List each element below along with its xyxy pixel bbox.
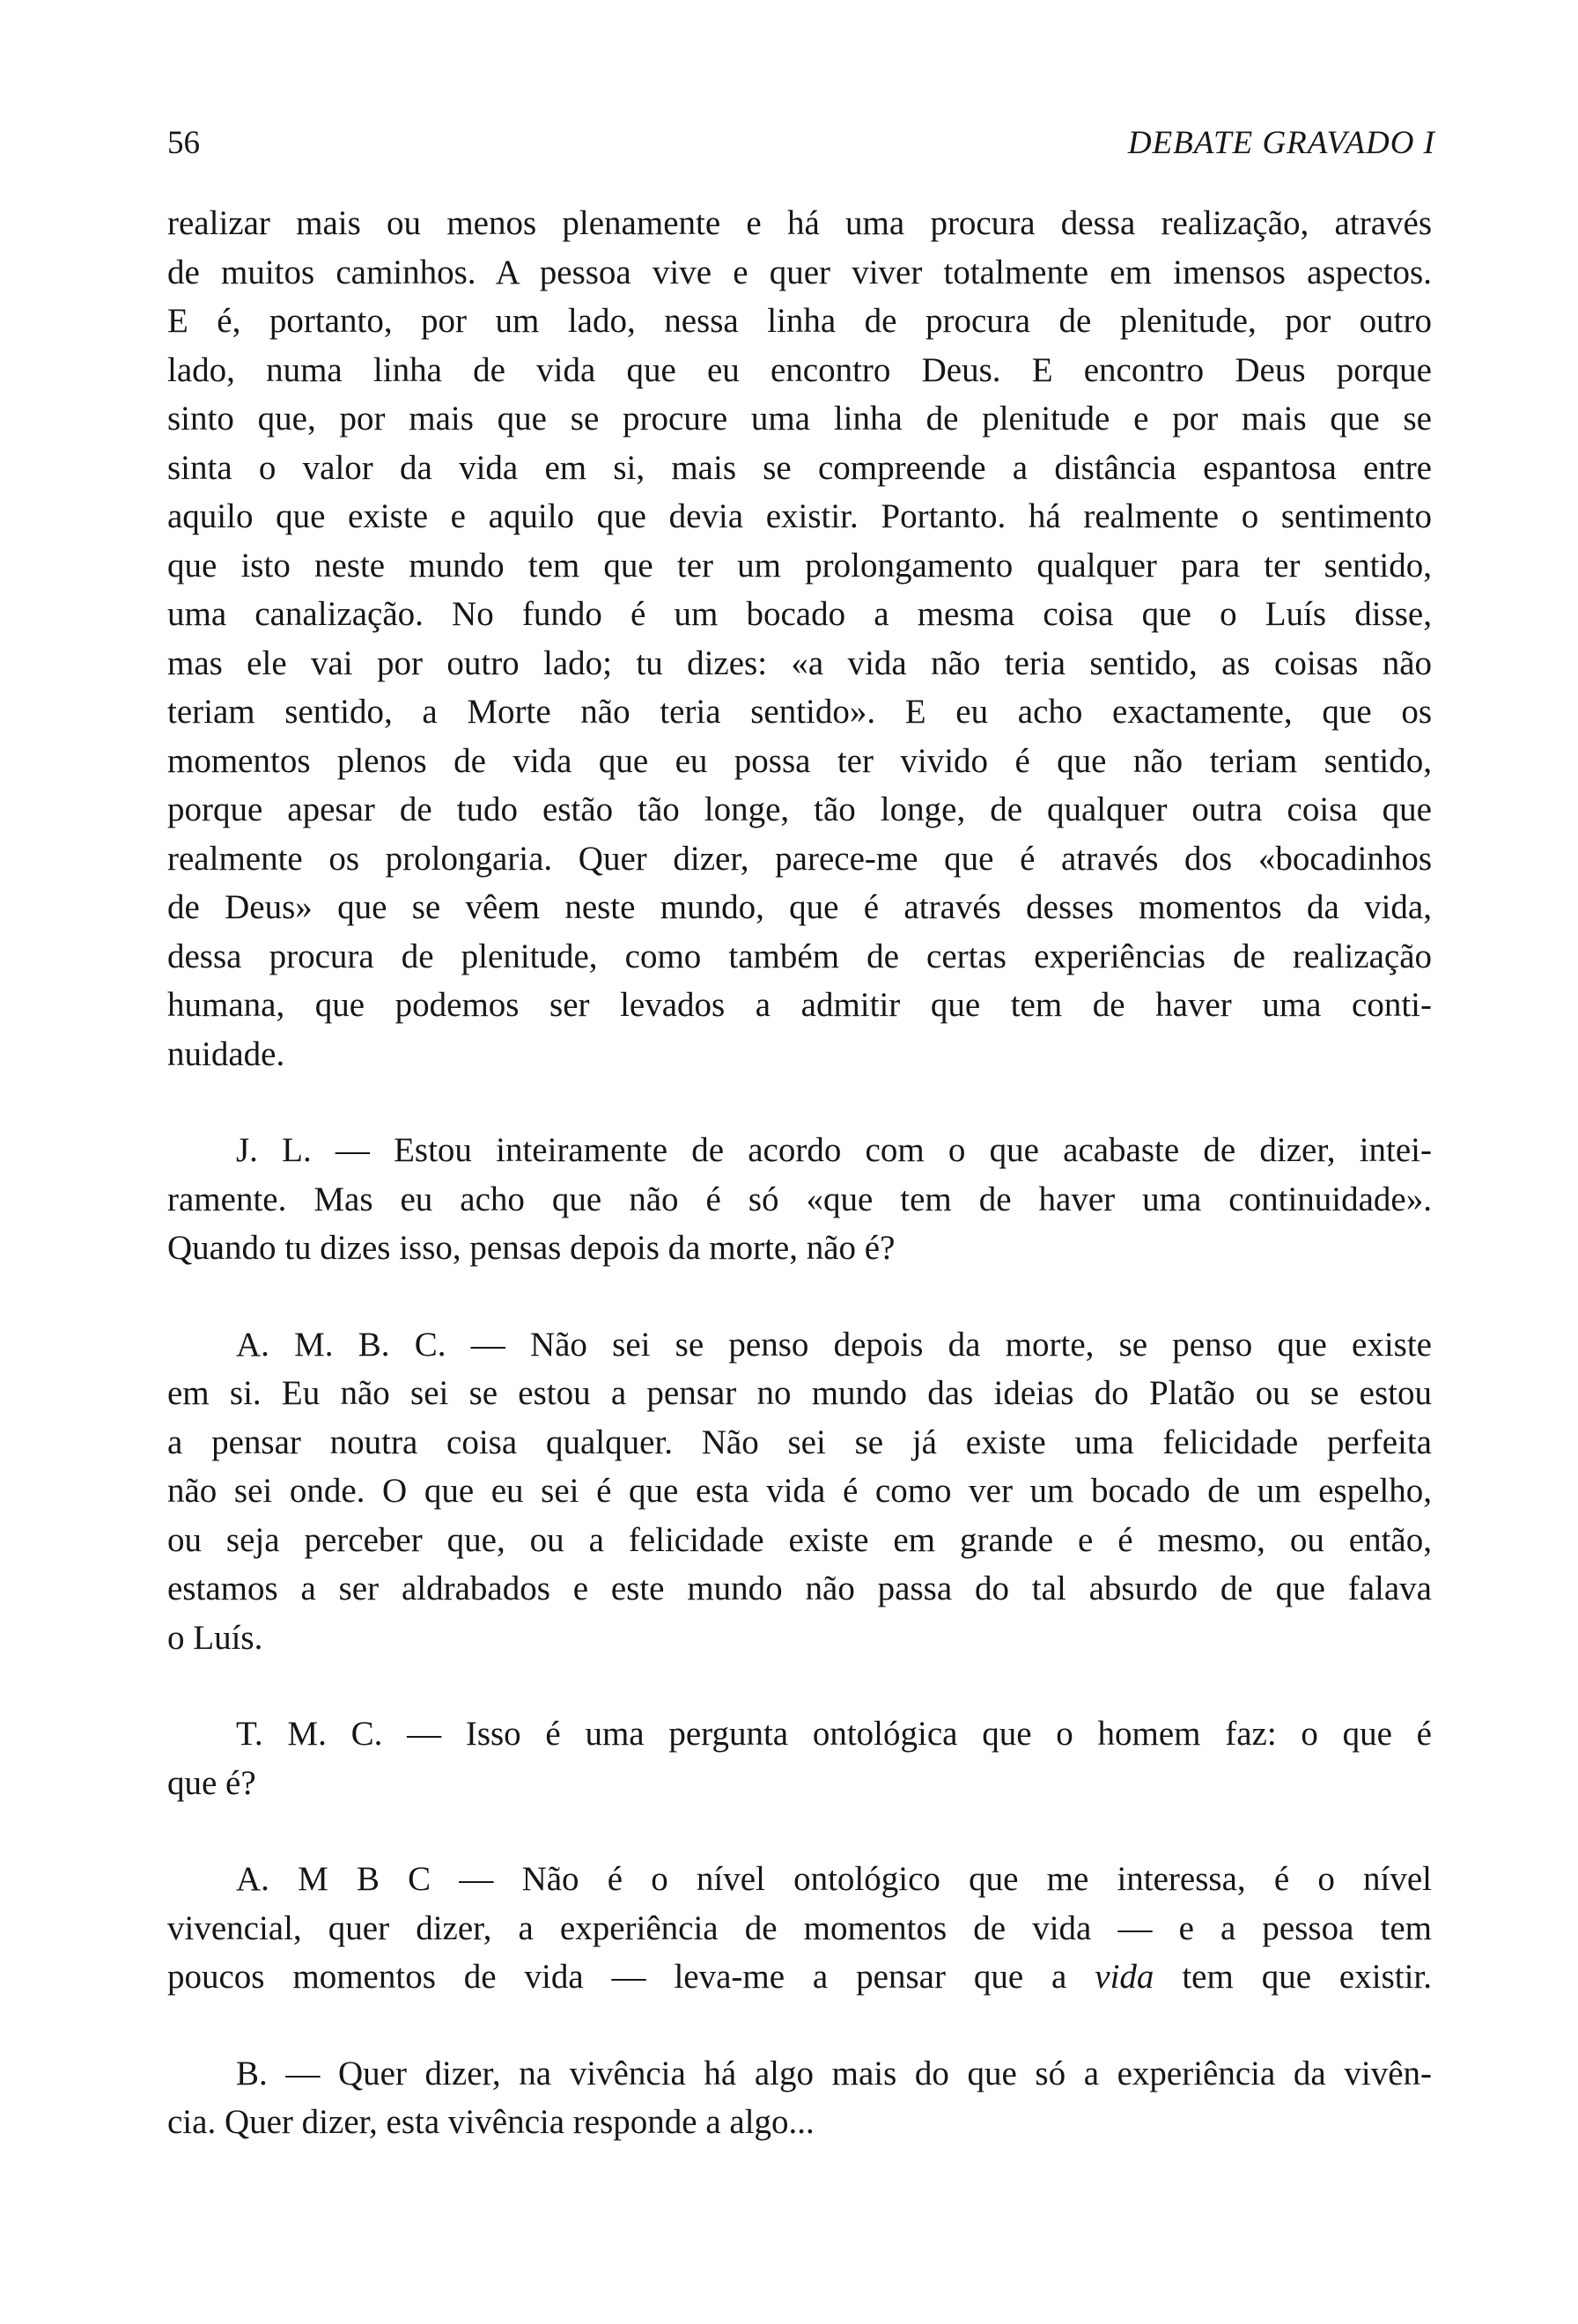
- text-line: que é?: [167, 1763, 256, 1802]
- italic-emphasis: vida: [1095, 1958, 1154, 1996]
- running-header: [167, 123, 1435, 164]
- running-title: DEBATE GRAVADO I: [1127, 125, 1435, 161]
- text-line: em si. Eu não sei se estou a pensar no mundo das ideias do Platão ou se estou: [167, 1374, 1432, 1412]
- page-number: 56: [167, 125, 200, 161]
- text-line: cia. Quer dizer, esta vivência responde a algo...: [167, 2103, 815, 2141]
- text-line: nuidade.: [167, 1034, 285, 1073]
- text-line: a pensar noutra coisa qualquer. Não sei se já existe uma felicidade perfeita: [167, 1423, 1432, 1461]
- text-line: sinto que, por mais que se procure uma linha de plenitude e por mais que se: [167, 400, 1432, 438]
- text-line: ramente. Mas eu acho que não é só «que tem de haver uma continuidade».: [167, 1180, 1432, 1218]
- paragraph: [167, 1855, 1432, 2002]
- text-line: A. M B C — Não é o nível ontológico que me interessa, é o nível: [236, 1860, 1432, 1898]
- text-line: B. — Quer dizer, na vivência há algo mais do que só a experiência da vivên-: [236, 2054, 1432, 2092]
- text-line: o Luís.: [167, 1618, 263, 1657]
- text-line: estamos a ser aldrabados e este mundo não passa do tal absurdo de que falava: [167, 1570, 1432, 1607]
- paragraph: [167, 199, 1432, 1078]
- text-line: de Deus» que se vêem neste mundo, que é através desses momentos da vida,: [167, 888, 1432, 926]
- text-line: [167, 1953, 1432, 2002]
- text-line: ou seja perceber que, ou a felicidade existe em grande e é mesmo, ou então,: [167, 1520, 1432, 1559]
- paragraph: [167, 1710, 1432, 1807]
- text-line: uma canalização. No fundo é um bocado a mesma coisa que o Luís disse,: [167, 595, 1432, 633]
- body-text: [167, 199, 1432, 2147]
- text-line: de muitos caminhos. A pessoa vive e quer viver totalmente em imensos aspectos.: [167, 253, 1432, 291]
- text-line: realmente os prolongaria. Quer dizer, parece-me que é através dos «bocadinhos: [167, 839, 1432, 878]
- paragraph: [167, 1320, 1432, 1663]
- text-line: Quando tu dizes isso, pensas depois da morte, não é?: [167, 1229, 896, 1267]
- text-line: J. L. — Estou inteiramente de acordo com o que acabaste de dizer, intei-: [236, 1131, 1432, 1169]
- text-line: lado, numa linha de vida que eu encontro Deus. E encontro Deus porque: [167, 350, 1432, 389]
- text-line: que isto neste mundo tem que ter um prolongamento qualquer para ter sentido,: [167, 546, 1432, 585]
- text-line: momentos plenos de vida que eu possa ter vivido é que não teriam sentido,: [167, 741, 1432, 780]
- text-line: T. M. C. — Isso é uma pergunta ontológica que o homem faz: o que é: [236, 1715, 1432, 1753]
- text-line: A. M. B. C. — Não sei se penso depois da morte, se penso que existe: [236, 1325, 1432, 1364]
- text-line: realizar mais ou menos plenamente e há uma procura dessa realização, através: [167, 204, 1432, 242]
- text-line: dessa procura de plenitude, como também de certas experiências de realização: [167, 937, 1432, 975]
- text-line: humana, que podemos ser levados a admitir que tem de haver uma conti-: [167, 986, 1432, 1024]
- text-line: não sei onde. O que eu sei é que esta vida é como ver um bocado de um espelho,: [167, 1472, 1432, 1510]
- text-run: tem que existir.: [1154, 1958, 1432, 1996]
- text-line: aquilo que existe e aquilo que devia existir. Portanto. há realmente o sentimento: [167, 497, 1432, 535]
- text-line: vivencial, quer dizer, a experiência de momentos de vida — e a pessoa tem: [167, 1908, 1432, 1947]
- paragraph: [167, 2049, 1432, 2147]
- text-run: poucos momentos de vida — leva-me a pensar que a: [167, 1958, 1095, 1996]
- text-line: teriam sentido, a Morte não teria sentido». E eu acho exactamente, que os: [167, 693, 1432, 731]
- text-line: sinta o valor da vida em si, mais se compreende a distância espantosa entre: [167, 448, 1432, 487]
- text-line: mas ele vai por outro lado; tu dizes: «a vida não teria sentido, as coisas não: [167, 644, 1432, 682]
- text-line: porque apesar de tudo estão tão longe, tão longe, de qualquer outra coisa que: [167, 791, 1432, 828]
- text-line: E é, portanto, por um lado, nessa linha de procura de plenitude, por outro: [167, 302, 1432, 340]
- paragraph: [167, 1126, 1432, 1273]
